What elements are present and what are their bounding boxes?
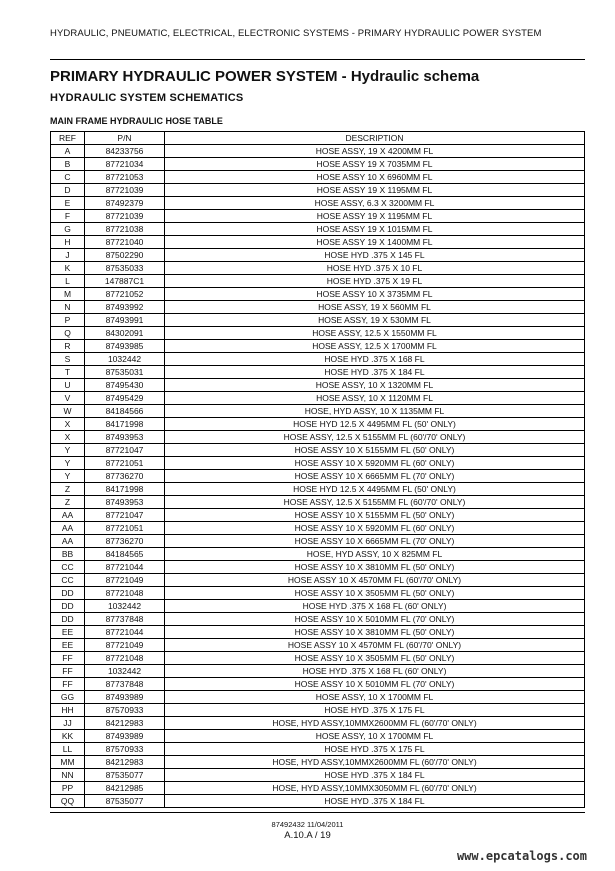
part-number-cell: 87721044 [85,626,165,639]
description-cell: HOSE ASSY 10 X 6960MM FL [165,171,585,184]
part-number-cell: 87570933 [85,743,165,756]
table-row [51,496,585,509]
ref-cell: MM [51,756,85,769]
description-cell: HOSE ASSY 19 X 1015MM FL [165,223,585,236]
part-number-cell: 87492379 [85,197,165,210]
description-cell: HOSE ASSY, 19 X 560MM FL [165,301,585,314]
hose-table [50,131,585,808]
table-title: MAIN FRAME HYDRAULIC HOSE TABLE [50,116,223,126]
description-cell: HOSE, HYD ASSY,10MMX3050MM FL (60'/70' ONLY) [165,782,585,795]
description-cell: HOSE ASSY 10 X 5155MM FL (50' ONLY) [165,444,585,457]
table-row [51,171,585,184]
table-row [51,704,585,717]
part-number-cell: 84233756 [85,145,165,158]
part-number-cell: 87736270 [85,470,165,483]
description-cell: HOSE ASSY 10 X 3505MM FL (50' ONLY) [165,652,585,665]
table-row [51,275,585,288]
ref-cell: E [51,197,85,210]
table-row [51,639,585,652]
part-number-cell: 87721039 [85,210,165,223]
description-cell: HOSE ASSY 10 X 4570MM FL (60'/70' ONLY) [165,639,585,652]
ref-cell: FF [51,652,85,665]
description-cell: HOSE ASSY 10 X 5920MM FL (60' ONLY) [165,457,585,470]
ref-cell: EE [51,626,85,639]
part-number-cell: 87493992 [85,301,165,314]
table-row [51,431,585,444]
table-row [51,210,585,223]
part-number-cell: 87721040 [85,236,165,249]
ref-cell: X [51,431,85,444]
ref-cell: K [51,262,85,275]
part-number-cell: 87535033 [85,262,165,275]
page-number: A.10.A / 19 [284,830,331,841]
table-row [51,327,585,340]
ref-cell: L [51,275,85,288]
part-number-cell: 87721048 [85,652,165,665]
table-header-row [51,132,585,145]
ref-cell: DD [51,600,85,613]
description-cell: HOSE HYD .375 X 184 FL [165,795,585,808]
part-number-cell: 87535077 [85,795,165,808]
part-number-cell: 84184566 [85,405,165,418]
part-number-cell: 87721049 [85,574,165,587]
part-number-cell: 87535031 [85,366,165,379]
ref-cell: Y [51,457,85,470]
ref-cell: FF [51,665,85,678]
part-number-cell: 87502290 [85,249,165,262]
table-row [51,665,585,678]
part-number-cell: 84171998 [85,483,165,496]
table-row [51,795,585,808]
table-row [51,756,585,769]
description-cell: HOSE ASSY 10 X 5155MM FL (50' ONLY) [165,509,585,522]
part-number-cell: 87493985 [85,340,165,353]
ref-cell: Q [51,327,85,340]
description-cell: HOSE HYD .375 X 145 FL [165,249,585,262]
ref-cell: X [51,418,85,431]
description-cell: HOSE, HYD ASSY, 10 X 825MM FL [165,548,585,561]
table-row [51,444,585,457]
document-number: 87492432 11/04/2011 [271,820,344,829]
description-cell: HOSE HYD .375 X 168 FL [165,353,585,366]
part-number-cell: 87493989 [85,730,165,743]
watermark-text: www.epcatalogs.com [456,849,587,863]
description-cell: HOSE ASSY, 6.3 X 3200MM FL [165,197,585,210]
ref-cell: DD [51,613,85,626]
part-number-cell: 87721053 [85,171,165,184]
table-row [51,457,585,470]
ref-cell: FF [51,678,85,691]
table-row [51,743,585,756]
part-number-cell: 1032442 [85,600,165,613]
table-row [51,145,585,158]
part-number-cell: 87736270 [85,535,165,548]
description-cell: HOSE ASSY 10 X 4570MM FL (60'/70' ONLY) [165,574,585,587]
table-row [51,782,585,795]
table-row [51,678,585,691]
description-cell: HOSE HYD .375 X 175 FL [165,743,585,756]
table-row [51,158,585,171]
description-cell: HOSE, HYD ASSY,10MMX2600MM FL (60'/70' ONLY) [165,717,585,730]
ref-cell: B [51,158,85,171]
ref-cell: D [51,184,85,197]
ref-cell: CC [51,561,85,574]
part-number-cell: 87721051 [85,522,165,535]
part-number-cell: 87737848 [85,613,165,626]
part-number-cell: 87535077 [85,769,165,782]
description-cell: HOSE HYD .375 X 168 FL (60' ONLY) [165,665,585,678]
table-row [51,470,585,483]
description-cell: HOSE, HYD ASSY, 10 X 1135MM FL [165,405,585,418]
table-row [51,652,585,665]
ref-cell: Z [51,483,85,496]
table-row [51,509,585,522]
footer-rule [50,812,585,813]
part-number-cell: 87721052 [85,288,165,301]
description-cell: HOSE HYD .375 X 184 FL [165,366,585,379]
part-number-cell: 84212983 [85,756,165,769]
description-cell: HOSE, HYD ASSY,10MMX2600MM FL (60'/70' ONLY) [165,756,585,769]
table-row [51,613,585,626]
description-cell: HOSE ASSY 10 X 6665MM FL (70' ONLY) [165,535,585,548]
ref-cell: S [51,353,85,366]
ref-cell: QQ [51,795,85,808]
description-cell: HOSE ASSY, 10 X 1320MM FL [165,379,585,392]
description-cell: HOSE ASSY 19 X 1195MM FL [165,210,585,223]
table-row [51,353,585,366]
description-cell: HOSE ASSY, 12.5 X 1700MM FL [165,340,585,353]
description-cell: HOSE ASSY 10 X 3810MM FL (50' ONLY) [165,561,585,574]
description-cell: HOSE HYD .375 X 175 FL [165,704,585,717]
description-cell: HOSE HYD .375 X 168 FL (60' ONLY) [165,600,585,613]
table-row [51,405,585,418]
description-cell: HOSE ASSY, 19 X 530MM FL [165,314,585,327]
table-row [51,522,585,535]
ref-cell: DD [51,587,85,600]
description-cell: HOSE ASSY 19 X 1400MM FL [165,236,585,249]
description-cell: HOSE HYD 12.5 X 4495MM FL (50' ONLY) [165,483,585,496]
ref-cell: R [51,340,85,353]
table-row [51,483,585,496]
description-cell: HOSE ASSY 10 X 5920MM FL (60' ONLY) [165,522,585,535]
ref-cell: T [51,366,85,379]
table-row [51,730,585,743]
ref-cell: NN [51,769,85,782]
ref-cell: KK [51,730,85,743]
part-number-cell: 84171998 [85,418,165,431]
part-number-cell: 87493991 [85,314,165,327]
column-header-description: DESCRIPTION [165,132,585,145]
ref-cell: GG [51,691,85,704]
description-cell: HOSE ASSY, 10 X 1700MM FL [165,730,585,743]
part-number-cell: 87721048 [85,587,165,600]
ref-cell: Y [51,470,85,483]
table-row [51,769,585,782]
part-number-cell: 84302091 [85,327,165,340]
table-row [51,223,585,236]
ref-cell: G [51,223,85,236]
ref-cell: N [51,301,85,314]
table-row [51,262,585,275]
ref-cell: AA [51,522,85,535]
table-row [51,392,585,405]
ref-cell: U [51,379,85,392]
part-number-cell: 87721051 [85,457,165,470]
description-cell: HOSE ASSY, 10 X 1120MM FL [165,392,585,405]
part-number-cell: 87721047 [85,444,165,457]
ref-cell: BB [51,548,85,561]
section-subtitle: HYDRAULIC SYSTEM SCHEMATICS [50,92,244,104]
ref-cell: CC [51,574,85,587]
ref-cell: V [51,392,85,405]
ref-cell: PP [51,782,85,795]
ref-cell: A [51,145,85,158]
description-cell: HOSE ASSY 19 X 7035MM FL [165,158,585,171]
ref-cell: Z [51,496,85,509]
description-cell: HOSE HYD .375 X 19 FL [165,275,585,288]
column-header-pn: P/N [85,132,165,145]
part-number-cell: 84212985 [85,782,165,795]
part-number-cell: 87570933 [85,704,165,717]
description-cell: HOSE ASSY 10 X 3735MM FL [165,288,585,301]
part-number-cell: 1032442 [85,353,165,366]
description-cell: HOSE ASSY, 12.5 X 5155MM FL (60'/70' ONLY) [165,496,585,509]
part-number-cell: 1032442 [85,665,165,678]
column-header-ref: REF [51,132,85,145]
description-cell: HOSE ASSY 10 X 5010MM FL (70' ONLY) [165,613,585,626]
table-row [51,379,585,392]
table-body [51,145,585,808]
description-cell: HOSE HYD .375 X 184 FL [165,769,585,782]
description-cell: HOSE ASSY, 12.5 X 1550MM FL [165,327,585,340]
part-number-cell: 84184565 [85,548,165,561]
part-number-cell: 87493953 [85,431,165,444]
part-number-cell: 87721047 [85,509,165,522]
part-number-cell: 87721044 [85,561,165,574]
table-row [51,561,585,574]
table-row [51,548,585,561]
description-cell: HOSE ASSY, 19 X 4200MM FL [165,145,585,158]
part-number-cell: 87495429 [85,392,165,405]
header-rule [50,59,585,60]
part-number-cell: 87495430 [85,379,165,392]
part-number-cell: 84212983 [85,717,165,730]
table-row [51,314,585,327]
ref-cell: C [51,171,85,184]
ref-cell: EE [51,639,85,652]
ref-cell: M [51,288,85,301]
table-row [51,574,585,587]
table-row [51,236,585,249]
description-cell: HOSE ASSY, 12.5 X 5155MM FL (60'/70' ONLY) [165,431,585,444]
description-cell: HOSE ASSY 10 X 3505MM FL (50' ONLY) [165,587,585,600]
description-cell: HOSE ASSY 10 X 3810MM FL (50' ONLY) [165,626,585,639]
part-number-cell: 87721039 [85,184,165,197]
running-header: HYDRAULIC, PNEUMATIC, ELECTRICAL, ELECTRONIC SYSTEMS - PRIMARY HYDRAULIC POWER SYSTEM [50,28,542,39]
part-number-cell: 87721038 [85,223,165,236]
table-row [51,717,585,730]
ref-cell: AA [51,535,85,548]
part-number-cell: 87493953 [85,496,165,509]
ref-cell: Y [51,444,85,457]
table-row [51,366,585,379]
description-cell: HOSE ASSY 19 X 1195MM FL [165,184,585,197]
table-row [51,301,585,314]
ref-cell: H [51,236,85,249]
table-row [51,288,585,301]
ref-cell: W [51,405,85,418]
part-number-cell: 87721034 [85,158,165,171]
table-row [51,691,585,704]
table-row [51,600,585,613]
table-row [51,587,585,600]
table-row [51,626,585,639]
table-row [51,535,585,548]
part-number-cell: 87737848 [85,678,165,691]
ref-cell: J [51,249,85,262]
ref-cell: AA [51,509,85,522]
part-number-cell: 147887C1 [85,275,165,288]
part-number-cell: 87721049 [85,639,165,652]
table-row [51,418,585,431]
description-cell: HOSE ASSY, 10 X 1700MM FL [165,691,585,704]
ref-cell: LL [51,743,85,756]
description-cell: HOSE HYD .375 X 10 FL [165,262,585,275]
description-cell: HOSE ASSY 10 X 6665MM FL (70' ONLY) [165,470,585,483]
ref-cell: HH [51,704,85,717]
table-row [51,184,585,197]
table-row [51,340,585,353]
description-cell: HOSE HYD 12.5 X 4495MM FL (50' ONLY) [165,418,585,431]
page-title: PRIMARY HYDRAULIC POWER SYSTEM - Hydraulic schema [50,68,480,85]
ref-cell: F [51,210,85,223]
ref-cell: P [51,314,85,327]
ref-cell: JJ [51,717,85,730]
description-cell: HOSE ASSY 10 X 5010MM FL (70' ONLY) [165,678,585,691]
part-number-cell: 87493989 [85,691,165,704]
table-row [51,197,585,210]
table-row [51,249,585,262]
